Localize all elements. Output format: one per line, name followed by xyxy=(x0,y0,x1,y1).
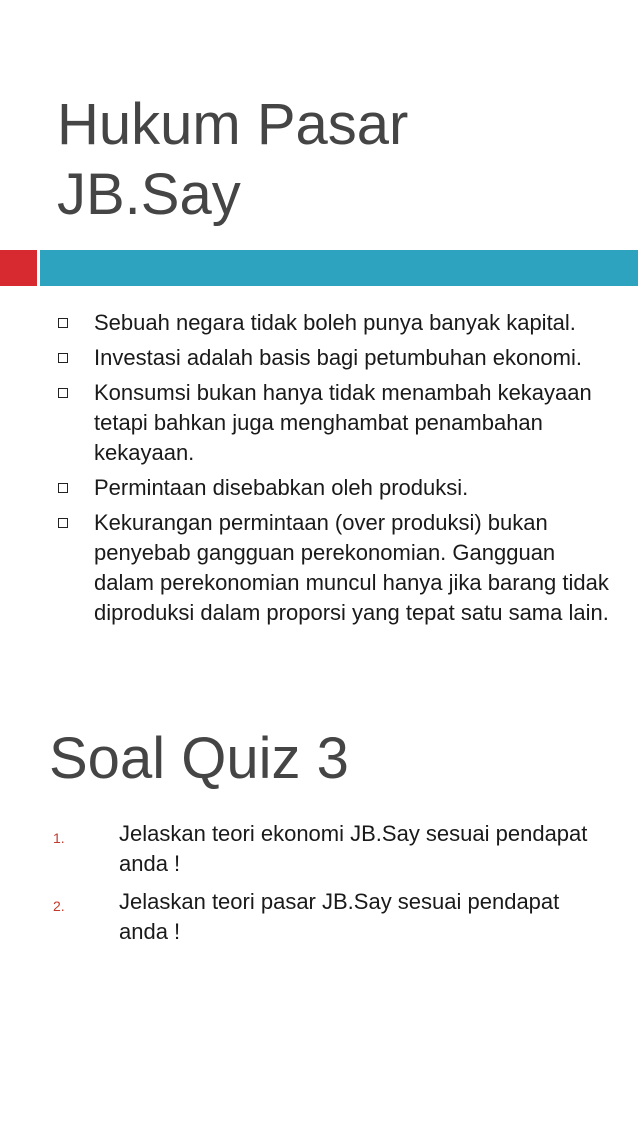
accent-bar-red xyxy=(0,250,37,286)
accent-bar-blue xyxy=(40,250,638,286)
quiz-list xyxy=(53,819,613,955)
quiz-item-text: Jelaskan teori ekonomi JB.Say sesuai pendapat anda ! xyxy=(119,821,588,876)
bullet-item xyxy=(58,308,618,338)
checkbox-bullet-icon xyxy=(58,353,68,363)
checkbox-bullet-icon xyxy=(58,518,68,528)
bullet-text: Kekurangan permintaan (over produksi) bukan penyebab gangguan perekonomian. Gangguan dalam perekonomian muncul hanya jika barang tidak diproduksi dalam proporsi yang tepat satu sama lain. xyxy=(94,510,609,625)
quiz-item xyxy=(53,819,613,879)
bullet-text: Sebuah negara tidak boleh punya banyak kapital. xyxy=(94,310,576,335)
bullet-list xyxy=(58,308,618,633)
quiz-item xyxy=(53,887,613,947)
bullet-text: Investasi adalah basis bagi petumbuhan ekonomi. xyxy=(94,345,582,370)
checkbox-bullet-icon xyxy=(58,483,68,493)
bullet-text: Konsumsi bukan hanya tidak menambah kekayaan tetapi bahkan juga menghambat penambahan kekayaan. xyxy=(94,380,592,465)
quiz-item-number: 1. xyxy=(53,830,65,846)
checkbox-bullet-icon xyxy=(58,388,68,398)
bullet-item xyxy=(58,378,618,468)
quiz-item-number: 2. xyxy=(53,898,65,914)
slide-title: Hukum Pasar JB.Say xyxy=(57,92,409,227)
bullet-item xyxy=(58,473,618,503)
bullet-text: Permintaan disebabkan oleh produksi. xyxy=(94,475,469,500)
quiz-title: Soal Quiz 3 xyxy=(49,726,349,791)
bullet-item xyxy=(58,343,618,373)
quiz-item-text: Jelaskan teori pasar JB.Say sesuai pendapat anda ! xyxy=(119,889,560,944)
checkbox-bullet-icon xyxy=(58,318,68,328)
bullet-item xyxy=(58,508,618,628)
